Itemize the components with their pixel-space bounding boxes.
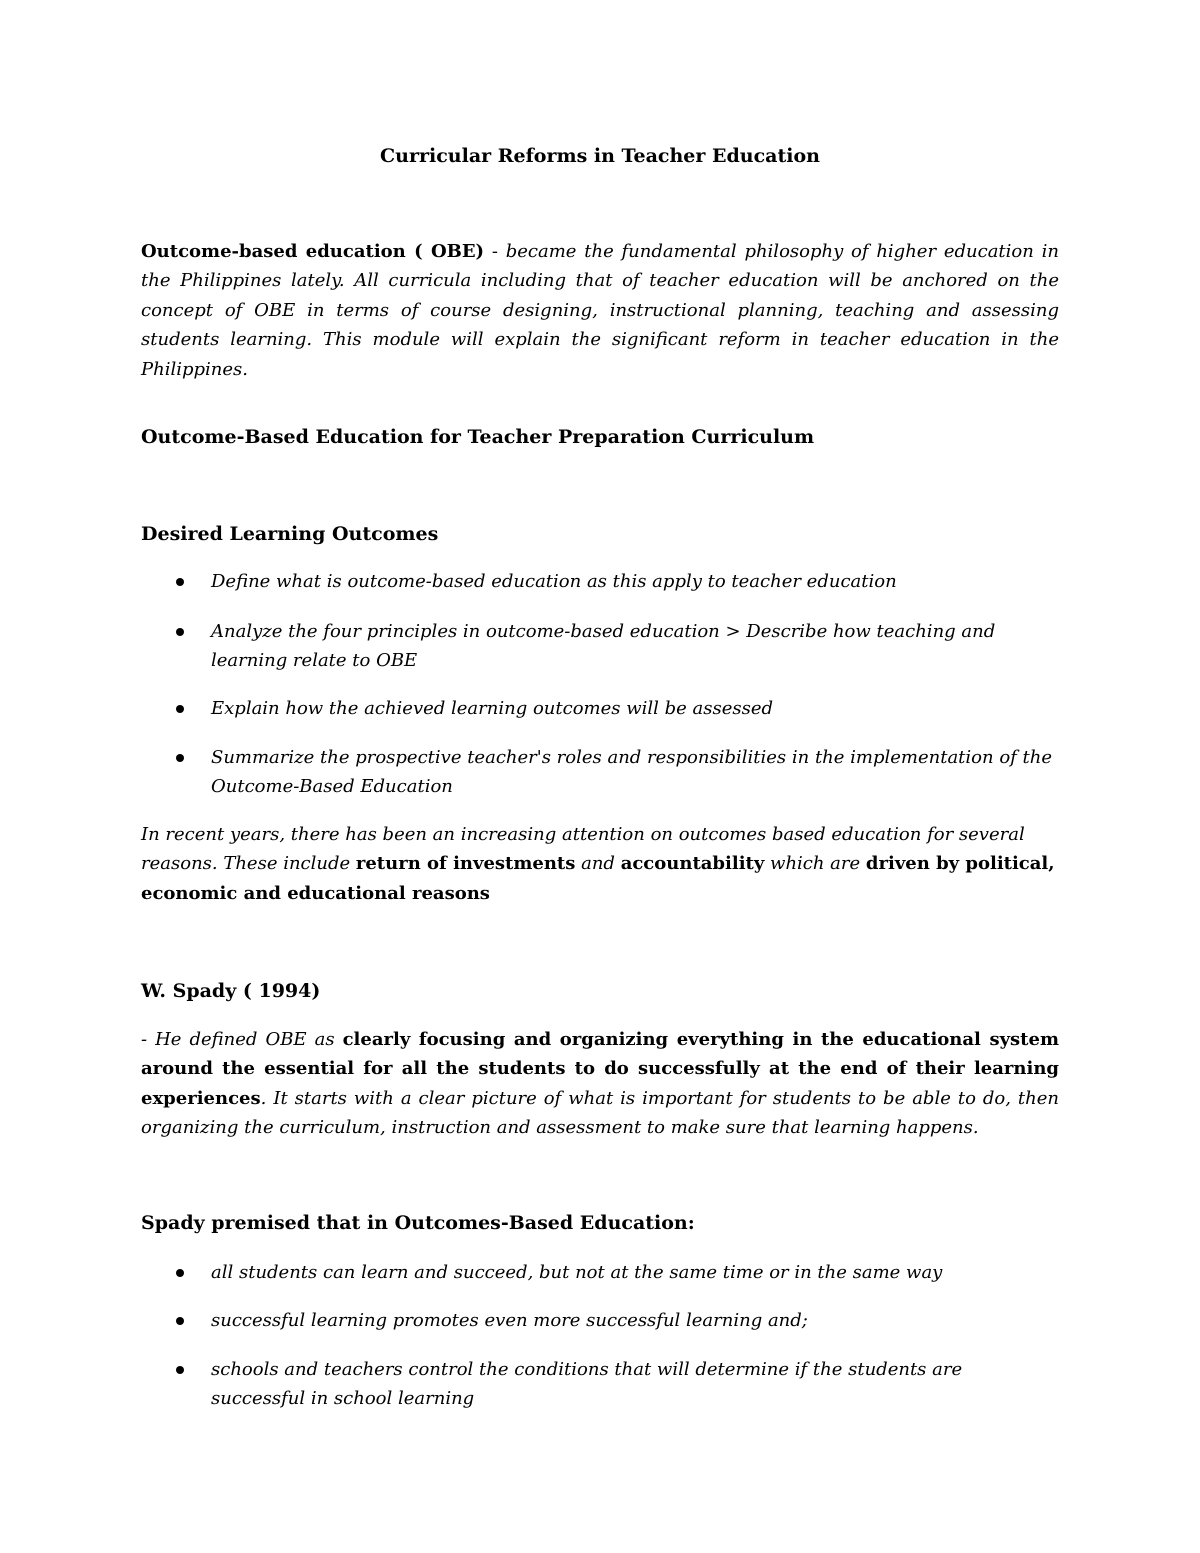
- recent-years-text-1: In recent years, there has been an increasing attention on outcomes based education for several reasons. These include: [141, 824, 1025, 875]
- list-item: [141, 567, 1059, 596]
- bullet-icon: [176, 1317, 184, 1325]
- list-item: [141, 743, 1059, 802]
- spady-text-2: . It starts with a clear picture of what is important for students to be able to do, then organizing the curriculum, instruction and assessment to make sure that learning happens.: [141, 1087, 1059, 1139]
- bullet-icon: [176, 1366, 184, 1374]
- spady-text-1: - He defined OBE as: [141, 1029, 343, 1050]
- bullet-icon: [176, 705, 184, 713]
- recent-years-text-3: which are: [764, 853, 866, 875]
- list-item-text: all students can learn and succeed, but not at the same time or in the same way: [211, 1262, 943, 1283]
- recent-years-paragraph: [141, 820, 1059, 908]
- list-item-text: Define what is outcome-based education as this apply to teacher education: [211, 571, 897, 592]
- list-item: [141, 1355, 1059, 1414]
- list-item: [141, 617, 1059, 676]
- spady-heading: W. Spady ( 1994): [141, 980, 321, 1002]
- list-item: [141, 694, 1059, 723]
- document-title: Curricular Reforms in Teacher Education: [380, 145, 820, 167]
- list-item: [141, 1258, 1059, 1287]
- list-item-text: schools and teachers control the conditions that will determine if the students are successful in school learning: [211, 1359, 963, 1410]
- bullet-icon: [176, 1269, 184, 1277]
- recent-years-bold-1: return of investments: [355, 853, 576, 875]
- list-item-text: successful learning promotes even more successful learning and;: [211, 1310, 808, 1331]
- list-item: [141, 1306, 1059, 1335]
- obe-description: became the fundamental philosophy of higher education in the Philippines lately. All curricula including that of teacher education will be anchored on the concept of OBE in terms of course designing, instructional planning, teaching and assessing students learning. This module will explain the significant reform in teacher education in the Philippines.: [141, 241, 1059, 380]
- list-item-text: Summarize the prospective teacher's roles and responsibilities in the implementation of the Outcome-Based Education: [211, 747, 1053, 798]
- obe-term: Outcome-based education ( OBE): [141, 241, 485, 262]
- recent-years-text-2: and: [575, 853, 621, 875]
- list-item-text: Analyze the four principles in outcome-based education > Describe how teaching and learning relate to OBE: [211, 621, 996, 672]
- recent-years-bold-2: accountability: [620, 853, 765, 875]
- outcomes-heading: Desired Learning Outcomes: [141, 523, 439, 545]
- bullet-icon: [176, 578, 184, 586]
- list-item-text: Explain how the achieved learning outcomes will be assessed: [211, 698, 774, 719]
- bullet-icon: [176, 628, 184, 636]
- recent-years-bold-3: driven by political, economic and educational reasons: [141, 853, 1055, 904]
- bullet-icon: [176, 754, 184, 762]
- section-heading: Outcome-Based Education for Teacher Preparation Curriculum: [141, 426, 815, 448]
- spady-definition-paragraph: [141, 1025, 1059, 1143]
- premise-heading: Spady premised that in Outcomes-Based Education:: [141, 1212, 695, 1234]
- spady-bold-1: clearly focusing and organizing everything in the educational system around the essential for all the students to do successfully at the end of their learning experiences: [141, 1029, 1059, 1109]
- obe-separator: -: [484, 241, 506, 262]
- obe-intro-paragraph: [141, 237, 1059, 384]
